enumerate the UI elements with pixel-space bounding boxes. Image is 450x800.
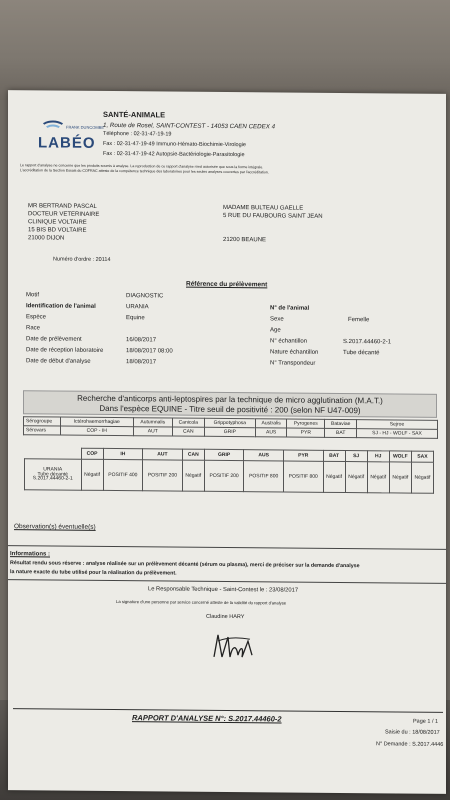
serovar-cell: SJ - HJ - WOLF - SAX [357, 429, 438, 439]
serovar-cell: AUT [133, 427, 173, 436]
result-cell: Négatif [367, 462, 389, 493]
result-cell: POSITIF 200 [143, 460, 183, 491]
result-cell: Négatif [182, 460, 204, 491]
ref-value-animal-id: URANIA [126, 304, 149, 311]
results-sample-nature: Tube décanté [37, 471, 68, 478]
serogroup-cell: Ictérohaemorrhagiae [61, 417, 134, 427]
serogroup-table [23, 416, 438, 439]
reference-title: Référence du prélèvement [186, 280, 268, 289]
org-title: SANTÉ-ANIMALE [103, 109, 166, 120]
ref-label-sample-number: N° échantillon [270, 338, 308, 345]
addressee-right-1: MADAME BULTEAU GAELLE [223, 204, 304, 212]
ref-label-species: Espèce [26, 314, 47, 321]
ref-value-sample-number: S.2017.44460-2-1 [343, 339, 392, 346]
results-header-cell: CAN [182, 449, 204, 460]
ref-label-race: Race [26, 325, 41, 332]
report-number: RAPPORT D'ANALYSE N°: S.2017.44460-2 [132, 713, 282, 724]
serovar-cell: CAN [173, 427, 204, 436]
serogroup-cell: Bataviae [325, 419, 357, 428]
signature-note: La signature d'une personne par service concerné atteste de la validité du rapport d'analyse [116, 599, 287, 606]
addressee-left-4: 15 BIS BD VOLTAIRE [28, 227, 87, 234]
table-surface-top [0, 0, 450, 100]
results-sample-cell [25, 459, 82, 490]
page-number: Page 1 / 1 [413, 718, 439, 725]
ref-label-reception-date: Date de réception laboratoire [26, 347, 104, 354]
serovar-cell: AUS [256, 428, 287, 437]
ref-value-species: Equine [126, 315, 145, 322]
result-cell: POSITIF 800 [244, 461, 284, 492]
results-row [25, 459, 434, 494]
labeo-logo-tagline: FRANK DUNCOMBE [66, 124, 105, 130]
serovar-cell: Sérovars [24, 426, 61, 435]
addressee-right-4: 21200 BEAUNE [223, 236, 267, 244]
org-fax-2: Fax : 02-31-47-19-42 Autopsie-Bactériologie-Parasitologie [103, 150, 245, 159]
ref-label-start-date: Date de début d'analyse [26, 358, 91, 365]
ref-label-sample-nature: Nature échantillon [270, 349, 319, 356]
serogroup-cell: Canicola [173, 418, 204, 427]
results-header-cell: HJ [367, 451, 389, 462]
mat-line-1: Recherche d'anticorps anti-leptospires par la technique de micro agglutination (M.A.T.) [77, 393, 383, 406]
ref-value-motif: DIAGNOSTIC [126, 293, 164, 300]
request-number: N° Demande : S.2017.4446 [376, 741, 444, 748]
responsible-line: Le Responsable Technique - Saint-Contest le : 23/08/2017 [148, 586, 299, 594]
header-note-2: L'accréditation de la Section Essais du COFRAC atteste de la compétence technique des laboratoires pour les seules analyses couvertes par l'accréditation. [20, 168, 269, 175]
ref-value-sex: Femelle [348, 317, 370, 324]
result-cell: Négatif [411, 462, 433, 493]
result-cell: POSITIF 800 [283, 461, 323, 492]
serogroup-cell: Australis [256, 419, 287, 428]
info-title: Informations : [10, 551, 50, 558]
addressee-left-3: CLINIQUE VOLTAIRE [28, 219, 87, 226]
serogroup-cell: Grippotyphosa [204, 418, 256, 427]
ref-value-sample-date: 16/08/2017 [126, 337, 157, 344]
ref-label-sex: Sexe [270, 316, 284, 323]
serovar-cell: GRIP [204, 427, 256, 436]
addressee-left-2: DOCTEUR VETERINAIRE [28, 211, 100, 218]
results-header-cell: COP [81, 448, 103, 459]
ref-value-sample-nature: Tube décanté [343, 350, 380, 357]
result-cell: POSITIF 200 [204, 460, 244, 491]
addressee-left-1: MR BERTRAND PASCAL [28, 203, 97, 210]
result-cell: Négatif [81, 459, 103, 490]
mat-method-banner [23, 390, 437, 418]
observations-label: Observation(s) éventuelle(s) [14, 523, 96, 531]
results-table [24, 447, 434, 494]
serovar-cell: PYR [287, 428, 325, 437]
result-cell: Négatif [345, 462, 367, 493]
info-text-2: la nature exacte du tube utilisé pour la réalisation du prélèvement. [10, 569, 177, 577]
labeo-logo: LABÉO [38, 134, 96, 152]
serogroup-cell: Pyrogenes [287, 419, 325, 428]
results-header-cell: WOLF [389, 451, 411, 462]
ref-label-animal-number: N° de l'animal [270, 305, 310, 312]
results-sample-name: URANIA [43, 466, 63, 473]
ref-label-sample-date: Date de prélèvement [26, 336, 82, 343]
results-header-cell: SJ [345, 451, 367, 462]
org-fax-1: Fax : 02-31-47-19-49 Immuno-Hémato-Biochimie-Virologie [103, 140, 246, 149]
results-header-cell: AUT [143, 449, 183, 460]
org-address: 1, Route de Rosel, SAINT-CONTEST - 14053 CAEN CEDEX 4 [103, 121, 276, 131]
ref-label-transponder: N° Transpondeur [270, 360, 316, 367]
ref-label-motif: Motif [26, 292, 40, 299]
result-cell: Négatif [389, 462, 411, 493]
entry-date: Saisie du : 18/08/2017 [385, 729, 440, 736]
signatory-name: Claudine HARY [206, 613, 245, 621]
mat-line-2: Dans l'espèce EQUINE - Titre seuil de positivité : 200 (selon NF U47-009) [99, 403, 361, 416]
info-divider-bottom [8, 579, 446, 584]
results-header-cell: BAT [323, 450, 345, 461]
results-header-cell [25, 448, 82, 459]
serogroup-cell: Sejroe [357, 420, 438, 430]
order-number: Numéro d'ordre : 20114 [53, 256, 111, 263]
ref-label-age: Age [270, 327, 281, 334]
header-note-1: Le rapport d'analyse ne concerne que les produits soumis à analyse. La reproduction de ce rapport d'analyse n'est autorisée que sous la forme intégrale. [20, 163, 264, 170]
results-header-cell: SAX [411, 451, 433, 462]
ref-value-reception-date: 18/08/2017 08:00 [126, 348, 173, 355]
analysis-report-page [8, 90, 446, 794]
handwritten-signature [208, 627, 258, 667]
serogroup-cell: Sérogroupe [24, 417, 61, 426]
org-phone: Téléphone : 02-31-47-19-19 [103, 130, 172, 138]
serovar-cell: COP - IH [61, 426, 134, 436]
result-cell: Négatif [323, 461, 345, 492]
ref-value-start-date: 18/08/2017 [126, 359, 157, 366]
addressee-left-5: 21000 DIJON [28, 235, 65, 242]
results-header-cell: IH [103, 448, 143, 459]
results-sample-number: S.2017.44460-2-1 [32, 475, 73, 482]
serogroup-cell: Autumnalis [133, 418, 173, 427]
info-text-1: Résultat rendu sous réserve : analyse réalisée sur un prélèvement décanté (sérum ou plasma), merci de préciser sur la demande d'analyse [10, 560, 360, 570]
serovar-cell: BAT [325, 428, 357, 437]
results-header-cell: AUS [244, 450, 284, 461]
result-cell: POSITIF 400 [103, 459, 143, 490]
footer-divider [13, 708, 443, 713]
results-header-cell: PYR [283, 450, 323, 461]
ref-label-animal-id: Identification de l'animal [26, 303, 96, 310]
results-header-cell: GRIP [204, 449, 244, 460]
info-divider [8, 545, 446, 550]
addressee-right-2: 5 RUE DU FAUBOURG SAINT JEAN [223, 212, 323, 220]
